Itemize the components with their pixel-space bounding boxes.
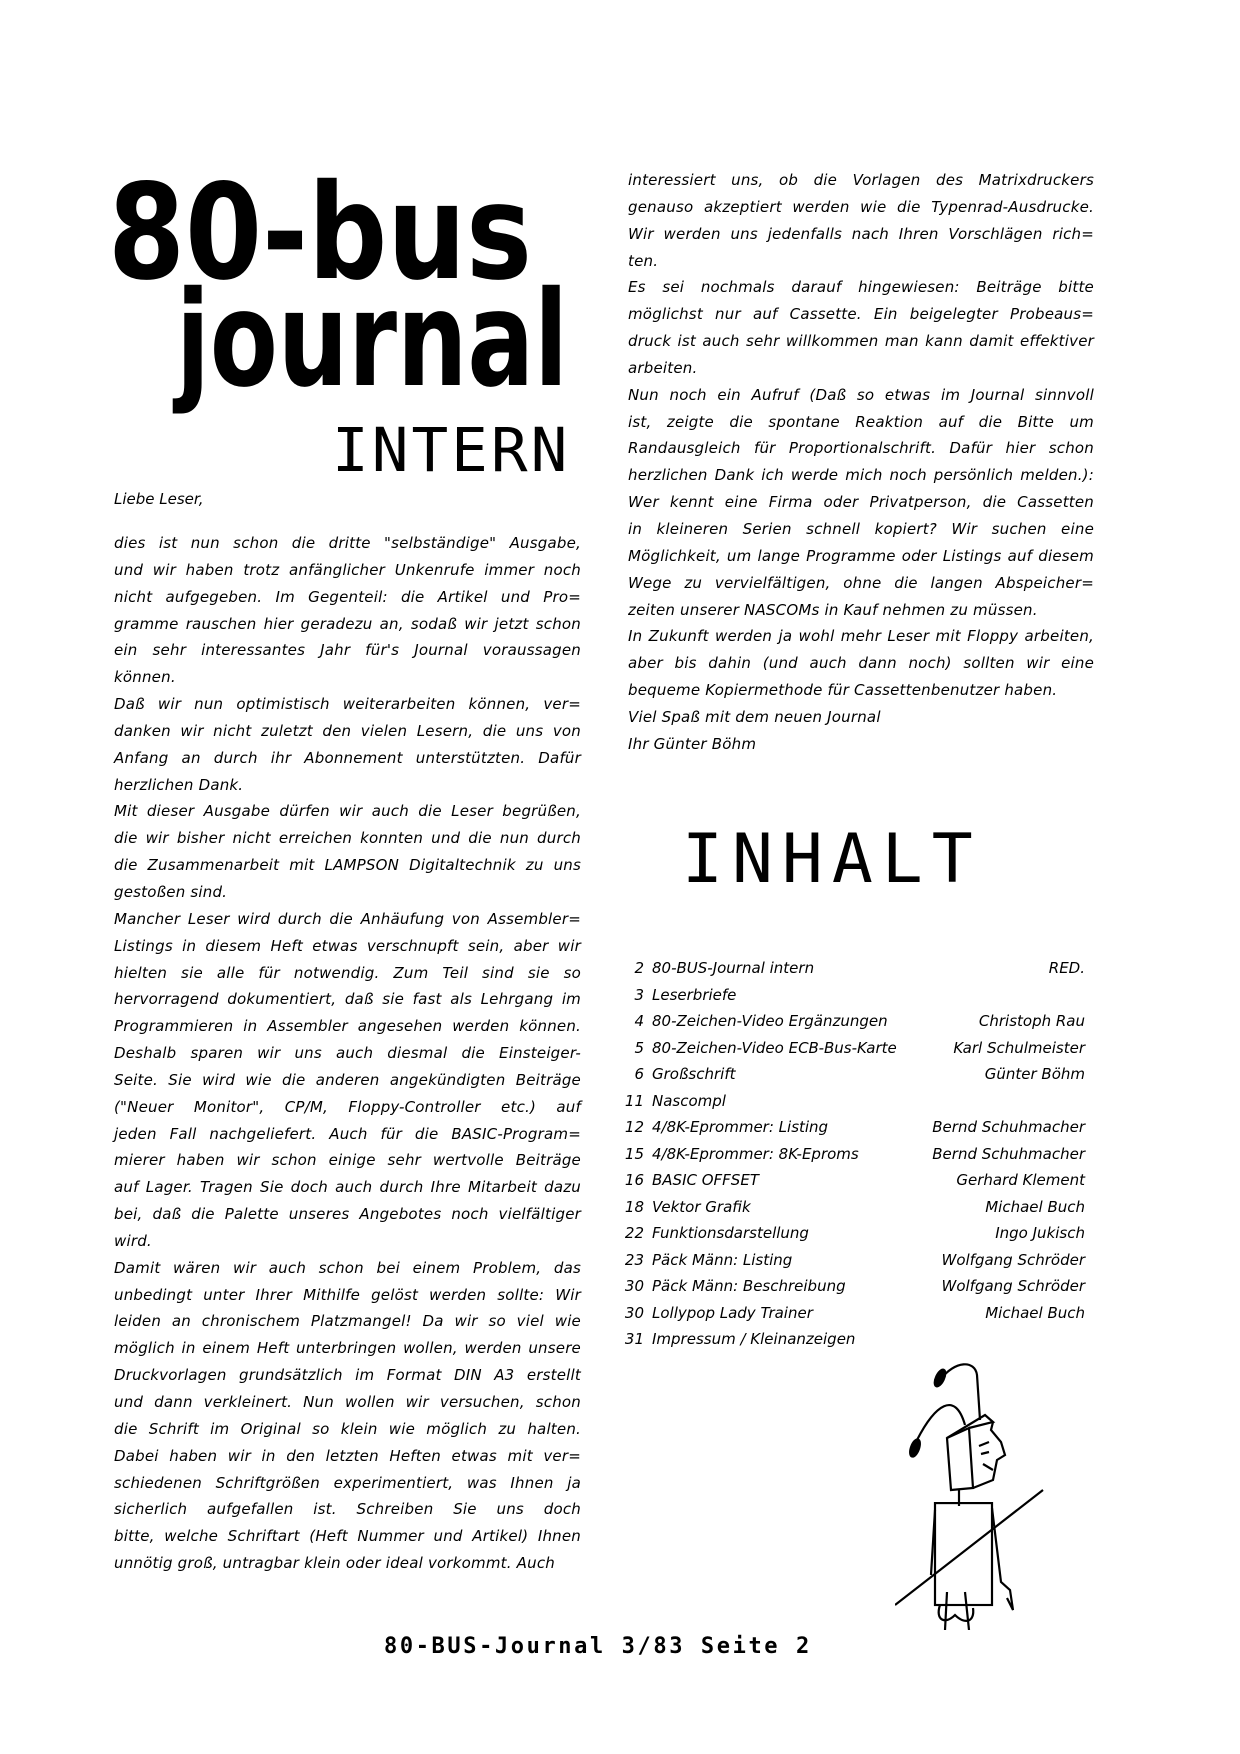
letter-greeting: Liebe Leser, xyxy=(114,490,204,508)
contents-entry xyxy=(620,955,1085,982)
letter-text-line: gramme rauschen hier geradezu an, sodaß wir jetzt schon xyxy=(114,614,581,633)
logo-line-journal: journal xyxy=(172,263,568,417)
letter-text-line: möglich in einem Heft unterbringen wollen, werden unsere xyxy=(114,1339,581,1358)
contents-article-title: Nascompl xyxy=(652,1091,726,1110)
contents-article-title: Päck Männ: Listing xyxy=(652,1250,793,1269)
contents-article-title: Großschrift xyxy=(652,1065,736,1083)
contents-entry xyxy=(620,1273,1085,1300)
journal-logo xyxy=(100,170,580,420)
letter-text-line: Viel Spaß mit dem neuen Journal xyxy=(628,707,881,726)
letter-text-line: Seite. Sie wird wie die anderen angekündigten Beiträge xyxy=(114,1070,581,1089)
contents-page-number: 3 xyxy=(634,985,644,1004)
letter-text-line: ist, zeigte die spontane Reaktion auf die Bitte um xyxy=(628,412,1094,431)
contents-author: RED. xyxy=(1048,959,1085,977)
contents-author: Karl Schulmeister xyxy=(953,1038,1085,1057)
contents-page-number: 30 xyxy=(624,1303,644,1322)
contents-author: Gerhard Klement xyxy=(956,1171,1085,1189)
letter-text-line: Druckvorlagen grundsätzlich im Format DIN A3 erstellt xyxy=(114,1366,581,1385)
letter-text-line: Nun noch ein Aufruf (Daß so etwas im Journal sinnvoll xyxy=(628,385,1094,404)
contents-author: Michael Buch xyxy=(985,1197,1085,1216)
letter-text-line: herzlichen Dank. xyxy=(114,775,244,794)
robot-figure-drawing-icon xyxy=(895,1360,1110,1630)
letter-text-line: danken wir nicht zuletzt den vielen Lesern, die uns von xyxy=(114,721,581,740)
letter-text-line: in kleineren Serien schnell kopiert? Wir suchen eine xyxy=(628,519,1094,538)
contents-article-title: BASIC OFFSET xyxy=(652,1171,759,1189)
contents-author: Ingo Jukisch xyxy=(995,1224,1085,1242)
letter-text-line: Randausgleich für Proportionalschrift. Dafür hier schon xyxy=(628,439,1094,458)
letter-text-line: auf Lager. Tragen Sie doch auch durch Ihre Mitarbeit dazu xyxy=(114,1178,581,1197)
letter-text-line: und dann verkleinert. Nun wollen wir versuchen, schon xyxy=(114,1393,581,1411)
contents-heading: INHALT xyxy=(682,820,982,899)
letter-text-line: bitte, welche Schriftart (Heft Nummer und Artikel) Ihnen xyxy=(114,1527,581,1546)
contents-article-title: 4/8K-Eprommer: 8K-Eproms xyxy=(652,1144,859,1163)
letter-text-line: zeiten unserer NASCOMs in Kauf nehmen zu müssen. xyxy=(628,600,1038,619)
contents-article-title: Funktionsdarstellung xyxy=(652,1224,809,1242)
contents-author: Christoph Rau xyxy=(978,1012,1085,1030)
contents-entry xyxy=(620,1008,1085,1035)
contents-entry xyxy=(620,1300,1085,1327)
contents-author: Wolfgang Schröder xyxy=(941,1277,1085,1295)
section-heading-intern: INTERN xyxy=(332,415,571,486)
letter-text-line: dies ist nun schon die dritte "selbständige" Ausgabe, xyxy=(114,534,581,552)
letter-text-line: bequeme Kopiermethode für Cassettenbenutzer haben. xyxy=(628,681,1058,700)
letter-text-line: ein sehr interessantes Jahr für's Journal voraussagen xyxy=(114,641,581,660)
letter-text-line: schiedenen Schriftgrößen experimentiert, was Ihnen ja xyxy=(114,1473,581,1492)
contents-page-number: 18 xyxy=(624,1197,644,1216)
contents-article-title: 80-BUS-Journal intern xyxy=(652,959,815,977)
contents-author: Wolfgang Schröder xyxy=(941,1250,1085,1269)
letter-text-line: wird. xyxy=(114,1231,152,1250)
letter-text-line: Listings in diesem Heft etwas verschnupft sein, aber wir xyxy=(114,936,581,955)
letter-text-line: Wir werden uns jedenfalls nach Ihren Vorschlägen rich= xyxy=(628,224,1094,243)
letter-text-line: Wege zu vervielfältigen, ohne die langen Abspeicher= xyxy=(628,573,1094,592)
letter-text-line: bei, daß die Palette unseres Angebotes noch vielfältiger xyxy=(114,1205,581,1224)
letter-text-line: Daß wir nun optimistisch weiterarbeiten können, ver= xyxy=(114,695,581,714)
contents-entry xyxy=(620,1220,1085,1247)
letter-right-column xyxy=(628,167,1094,758)
letter-text-line: Mit dieser Ausgabe dürfen wir auch die Leser begrüßen, xyxy=(114,802,581,821)
letter-text-line: interessiert uns, ob die Vorlagen des Matrixdruckers xyxy=(628,171,1094,189)
letter-text-line: Mancher Leser wird durch die Anhäufung von Assembler= xyxy=(114,909,581,928)
letter-text-line: Möglichkeit, um lange Programme oder Listings auf diesem xyxy=(628,546,1094,565)
letter-text-line: die wir bisher nicht erreichen konnten und die nun durch xyxy=(114,829,581,848)
contents-page-number: 30 xyxy=(624,1277,644,1295)
letter-text-line: nicht aufgegeben. Im Gegenteil: die Artikel und Pro= xyxy=(114,587,581,606)
letter-text-line: und wir haben trotz anfänglicher Unkenrufe immer noch xyxy=(114,560,581,579)
contents-article-title: Lollypop Lady Trainer xyxy=(652,1303,813,1322)
contents-article-title: Vektor Grafik xyxy=(652,1197,751,1216)
letter-text-line: In Zukunft werden ja wohl mehr Leser mit Floppy arbeiten, xyxy=(628,627,1094,646)
contents-entry xyxy=(620,1326,1085,1353)
contents-article-title: 80-Zeichen-Video Ergänzungen xyxy=(652,1012,888,1030)
table-of-contents xyxy=(620,955,1085,1353)
contents-page-number: 15 xyxy=(624,1144,644,1163)
contents-entry xyxy=(620,1035,1085,1062)
contents-entry xyxy=(620,982,1085,1009)
letter-text-line: jeden Fall nachgeliefert. Auch für die BASIC-Program= xyxy=(114,1124,581,1143)
letter-text-line: Wer kennt eine Firma oder Privatperson, die Cassetten xyxy=(628,493,1094,512)
letter-text-line: hervorragend dokumentiert, daß sie fast als Lehrgang im xyxy=(114,990,581,1009)
letter-text-line: die Schrift im Original so klein wie möglich zu halten. xyxy=(114,1419,581,1438)
contents-author: Michael Buch xyxy=(985,1303,1085,1322)
contents-entry xyxy=(620,1088,1085,1115)
letter-text-line: Dabei haben wir in den letzten Heften etwas mit ver= xyxy=(114,1446,581,1465)
letter-text-line: unnötig groß, untragbar klein oder ideal vorkommt. Auch xyxy=(114,1554,555,1573)
letter-text-line: hielten sie alle für notwendig. Zum Teil sind sie so xyxy=(114,963,581,982)
contents-entry xyxy=(620,1167,1085,1194)
contents-entry xyxy=(620,1141,1085,1168)
contents-entry xyxy=(620,1061,1085,1088)
contents-entry xyxy=(620,1247,1085,1274)
contents-author: Günter Böhm xyxy=(984,1065,1085,1083)
letter-text-line: ("Neuer Monitor", CP/M, Floppy-Controller etc.) auf xyxy=(114,1097,581,1116)
letter-text-line: Programmieren in Assembler angesehen werden können. xyxy=(114,1017,581,1036)
contents-page-number: 2 xyxy=(634,959,644,977)
letter-text-line: möglichst nur auf Cassette. Ein beigelegter Probeaus= xyxy=(628,305,1094,324)
contents-article-title: 4/8K-Eprommer: Listing xyxy=(652,1118,829,1136)
contents-author: Bernd Schuhmacher xyxy=(932,1144,1085,1163)
contents-page-number: 12 xyxy=(624,1118,644,1136)
letter-text-line: sicherlich aufgefallen ist. Schreiben Sie uns doch xyxy=(114,1500,581,1519)
contents-article-title: Impressum / Kleinanzeigen xyxy=(652,1330,856,1348)
logo-line-80-bus: 80-bus xyxy=(108,170,532,310)
letter-text-line: Anfang an durch ihr Abonnement unterstützten. Dafür xyxy=(114,748,581,767)
contents-page-number: 23 xyxy=(624,1250,644,1269)
contents-entry xyxy=(620,1194,1085,1221)
contents-page-number: 6 xyxy=(634,1065,644,1083)
letter-text-line: arbeiten. xyxy=(628,358,698,377)
contents-article-title: Päck Männ: Beschreibung xyxy=(652,1277,846,1295)
contents-page-number: 31 xyxy=(624,1330,644,1348)
letter-text-line: herzlichen Dank ich werde mich noch persönlich melden.): xyxy=(628,466,1094,485)
letter-text-line: genauso akzeptiert werden wie die Typenrad-Ausdrucke. xyxy=(628,197,1094,216)
letter-text-line: können. xyxy=(114,668,176,687)
letter-left-column xyxy=(114,530,581,1577)
letter-text-line: ten. xyxy=(628,251,659,270)
letter-text-line: mierer haben wir schon einige sehr wertvolle Beiträge xyxy=(114,1151,581,1170)
contents-author: Bernd Schuhmacher xyxy=(932,1118,1085,1136)
letter-text-line: Damit wären wir auch schon bei einem Problem, das xyxy=(114,1258,581,1277)
contents-page-number: 22 xyxy=(624,1224,644,1242)
letter-text-line: leiden an chronischem Platzmangel! Da wir so viel wie xyxy=(114,1312,581,1331)
letter-text-line: Deshalb sparen wir uns auch diesmal die Einsteiger- xyxy=(114,1044,581,1063)
contents-page-number: 5 xyxy=(634,1038,644,1057)
letter-text-line: unbedingt unter Ihrer Mithilfe gelöst werden sollte: Wir xyxy=(114,1285,581,1304)
letter-text-line: Ihr Günter Böhm xyxy=(628,734,757,753)
contents-entry xyxy=(620,1114,1085,1141)
page-footer: 80-BUS-Journal 3/83 Seite 2 xyxy=(384,1634,812,1659)
letter-text-line: gestoßen sind. xyxy=(114,882,228,901)
letter-text-line: Es sei nochmals darauf hingewiesen: Beiträge bitte xyxy=(628,278,1094,297)
contents-page-number: 11 xyxy=(624,1091,644,1110)
contents-page-number: 16 xyxy=(624,1171,644,1189)
letter-text-line: druck ist auch sehr willkommen man kann damit effektiver xyxy=(628,332,1094,351)
contents-article-title: Leserbriefe xyxy=(652,985,737,1004)
letter-text-line: aber bis dahin (und auch dann noch) sollten wir eine xyxy=(628,654,1094,673)
letter-text-line: die Zusammenarbeit mit LAMPSON Digitaltechnik zu uns xyxy=(114,856,581,875)
contents-page-number: 4 xyxy=(634,1012,644,1030)
contents-article-title: 80-Zeichen-Video ECB-Bus-Karte xyxy=(652,1038,897,1057)
